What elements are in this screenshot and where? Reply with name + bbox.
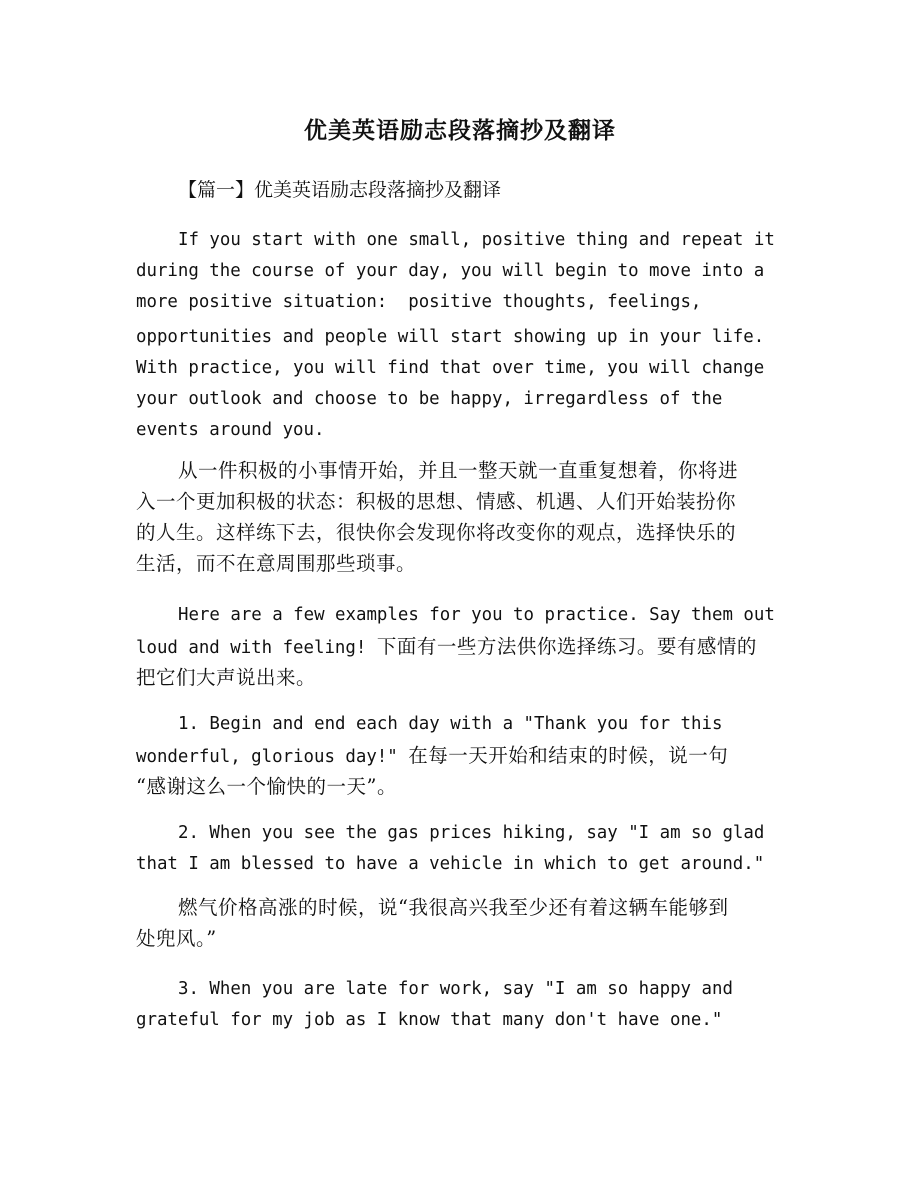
english-text: wonderful, glorious day!" bbox=[136, 747, 409, 767]
paragraph-line: 入一个更加积极的状态：积极的思想、情感、机遇、人们开始装扮你 bbox=[136, 490, 737, 513]
paragraph-line: “感谢这么一个愉快的一天”。 bbox=[136, 775, 397, 798]
paragraph-line: 把它们大声说出来。 bbox=[136, 666, 317, 689]
paragraph-line: With practice, you will find that over time, you will change bbox=[136, 358, 765, 378]
list-item-2-chinese bbox=[136, 892, 786, 954]
paragraph-line: that I am blessed to have a vehicle in which to get around." bbox=[136, 854, 765, 874]
english-text: loud and with feeling! bbox=[136, 638, 377, 658]
list-item-1 bbox=[136, 709, 786, 802]
paragraph-2 bbox=[136, 600, 786, 693]
document-title: 优美英语励志段落摘抄及翻译 bbox=[304, 118, 616, 144]
chinese-text: 下面有一些方法供你选择练习。要有感情的 bbox=[376, 635, 757, 658]
paragraph-line: 处兜风。” bbox=[136, 927, 217, 950]
paragraph-line: If you start with one small, positive thing and repeat it bbox=[178, 230, 775, 250]
paragraph-line: grateful for my job as I know that many don't have one." bbox=[136, 1010, 723, 1030]
paragraph-line: more positive situation: positive thoughts, feelings, bbox=[136, 292, 702, 312]
paragraph-line: events around you. bbox=[136, 420, 325, 440]
paragraph-line: 的人生。这样练下去，很快你会发现你将改变你的观点，选择快乐的 bbox=[136, 521, 737, 544]
paragraph-line: Here are a few examples for you to practice. Say them out bbox=[178, 605, 775, 625]
paragraph-line: 生活，而不在意周围那些琐事。 bbox=[136, 552, 417, 575]
section-heading: 【篇一】优美英语励志段落摘抄及翻译 bbox=[178, 179, 502, 201]
chinese-text: 在每一天开始和结束的时候，说一句 bbox=[408, 744, 729, 767]
paragraph-1-english bbox=[136, 225, 786, 446]
paragraph-line: your outlook and choose to be happy, irregardless of the bbox=[136, 389, 723, 409]
paragraph-line: during the course of your day, you will begin to move into a bbox=[136, 261, 765, 281]
paragraph-line bbox=[136, 631, 786, 662]
paragraph-line: 燃气价格高涨的时候，说“我很高兴我至少还有着这辆车能够到 bbox=[178, 896, 729, 919]
paragraph-line: opportunities and people will start showing up in your life. bbox=[136, 327, 765, 347]
paragraph-line: 2. When you see the gas prices hiking, say "I am so glad bbox=[178, 823, 765, 843]
list-item-3 bbox=[136, 974, 786, 1036]
paragraph-1-chinese bbox=[136, 455, 786, 579]
paragraph-line: 3. When you are late for work, say "I am so happy and bbox=[178, 979, 733, 999]
paragraph-line bbox=[136, 740, 786, 771]
paragraph-line: 1. Begin and end each day with a "Thank you for this bbox=[178, 714, 723, 734]
paragraph-line: 从一件积极的小事情开始，并且一整天就一直重复想着，你将进 bbox=[178, 459, 739, 482]
list-item-2 bbox=[136, 818, 786, 880]
